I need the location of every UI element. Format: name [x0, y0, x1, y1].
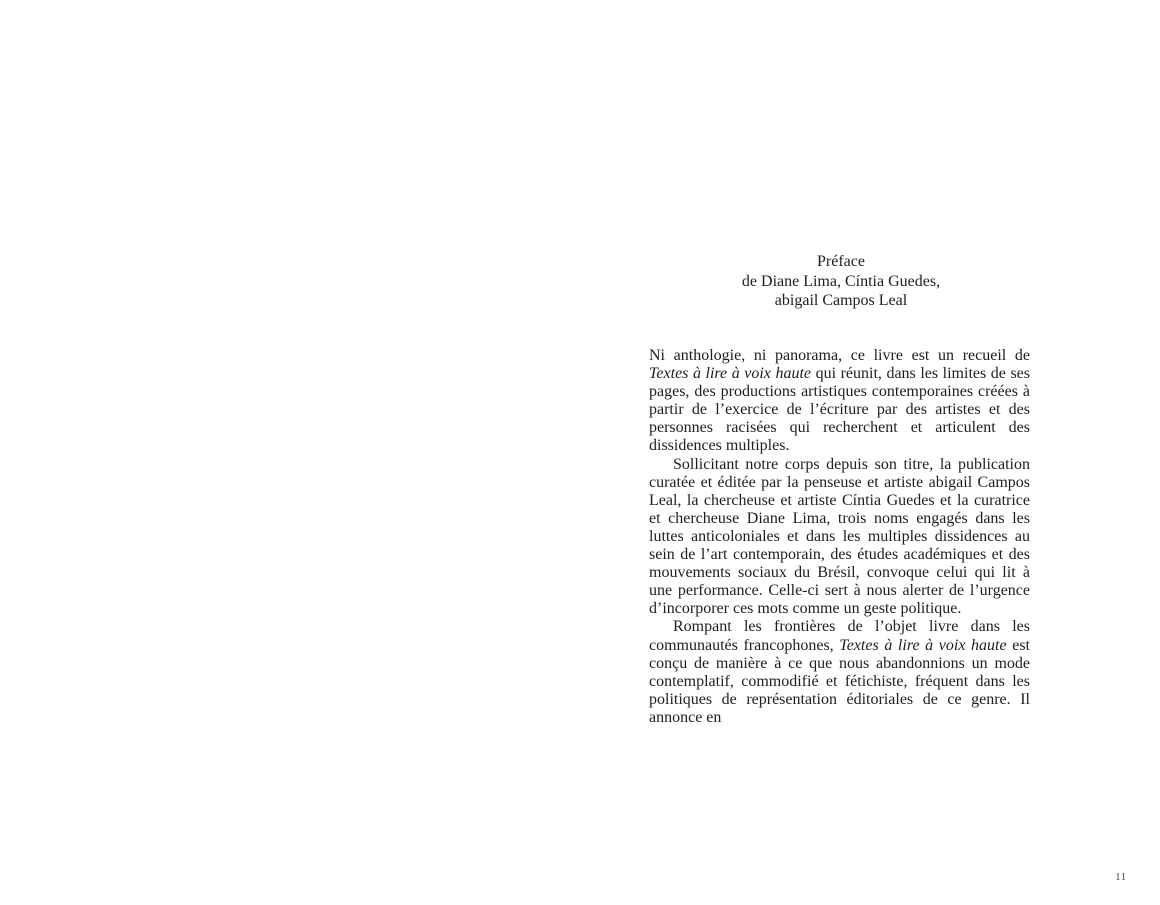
paragraph-3 [649, 618, 1030, 727]
paragraph-1 [649, 347, 1030, 456]
preface-heading [718, 252, 964, 311]
paragraph-3-text-end: est conçu de manière à ce que nous abandonnions un mode contemplatif, commodifié et fétichiste, fréquent dans les politiques de représentation éditoriales de ce genre. Il annonce en [649, 636, 1030, 726]
paragraph-3-text-start: Rompant les frontières de l’objet livre dans les communautés francophones, [649, 618, 1030, 654]
book-title-italic: Textes à lire à voix haute [649, 365, 812, 383]
preface-authors-line-1: de Diane Lima, Cíntia Guedes, [741, 272, 941, 290]
preface-authors-line-2: abigail Campos Leal [774, 292, 908, 309]
paragraph-1-text-start: Ni anthologie, ni panorama, ce livre est un recueil de [649, 347, 1030, 364]
right-page [580, 0, 1160, 905]
book-title-italic: Textes à lire à voix haute [839, 636, 1007, 654]
preface-title: Préface [817, 253, 865, 270]
paragraph-2: Sollicitant notre corps depuis son titre, la publication curatée et éditée par la penseuse et artiste abigail Campos Leal, la chercheuse et artiste Cíntia Guedes et la curatrice et chercheuse Diane Lima, trois noms engagés dans les luttes anticoloniales et dans les multiples dissidences au sein de l’art contemporain, des études académiques et des mouvements sociaux du Brésil, convoque celui qui lit à une performance. Celle-ci sert à nous alerter de l’urgence d’incorporer ces mots comme un geste politique. [649, 455, 1030, 618]
paragraph-1-text-end: qui réunit, dans les limites de ses pages, des productions artistiques contemporaines créées à partir de l’exercice de l’écriture par des artistes et des personnes racisées qui recherchent et articulent des dissidences multiples. [649, 365, 1030, 455]
preface-body [649, 347, 1030, 727]
page-number: 11 [1115, 872, 1127, 883]
